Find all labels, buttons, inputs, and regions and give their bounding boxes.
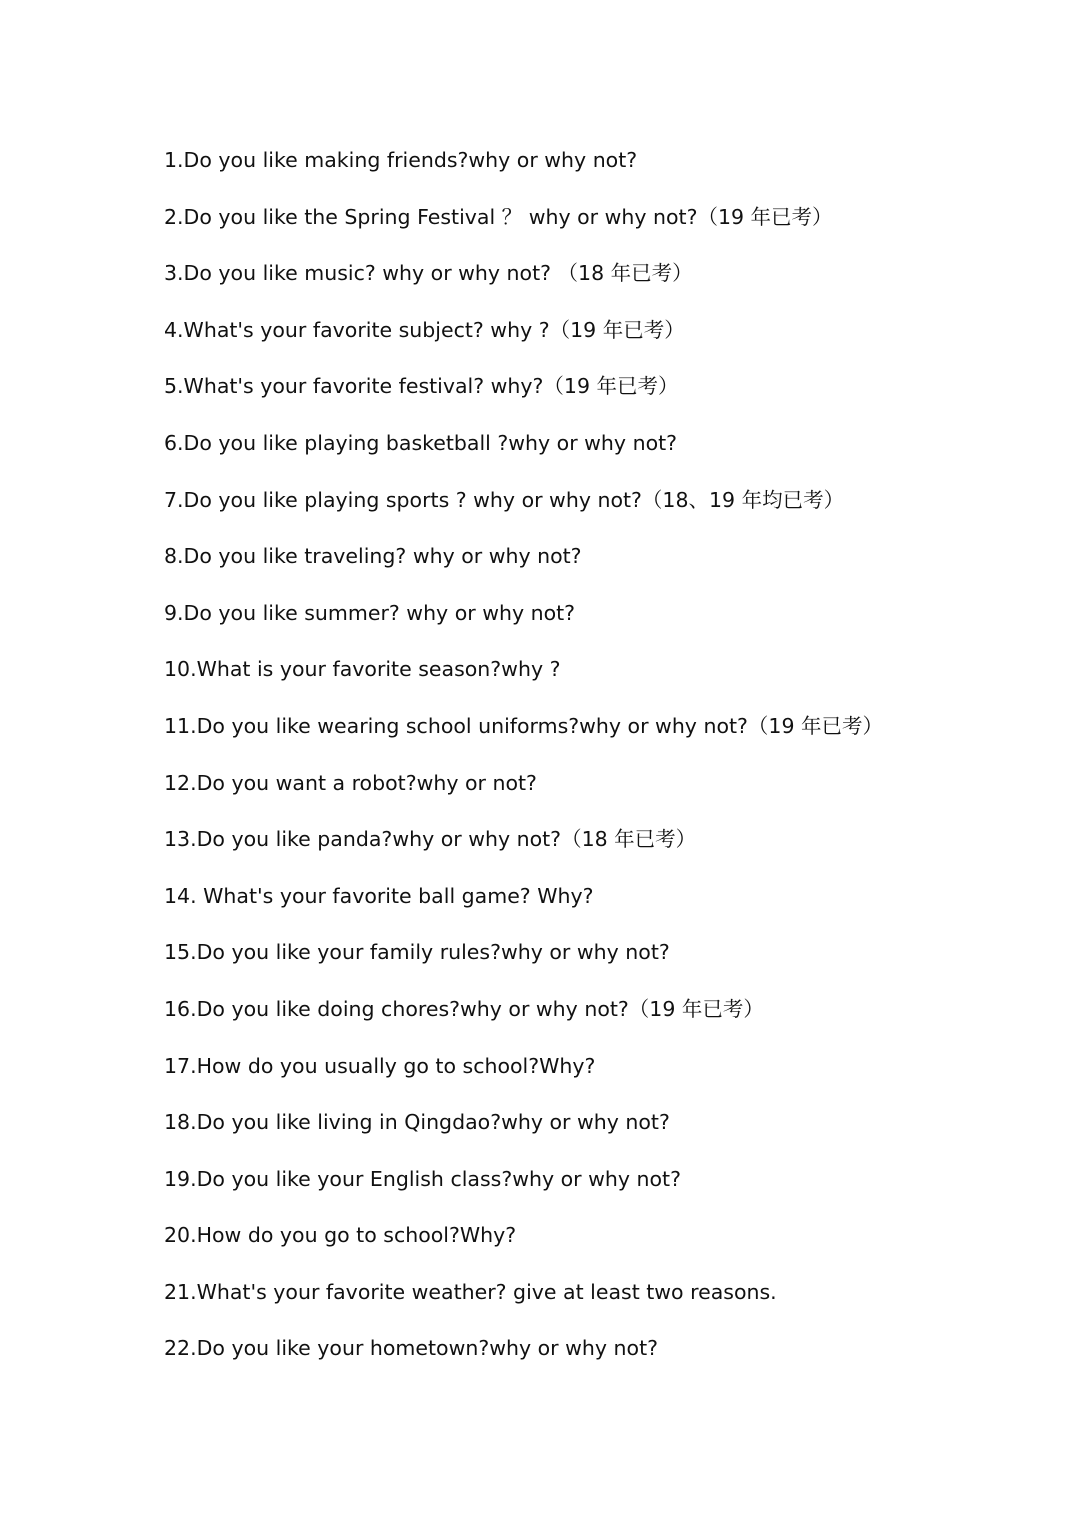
question-item: 11.Do you like wearing school uniforms?why or why not?（19 年已考） — [164, 713, 884, 738]
question-item: 3.Do you like music? why or why not? （18 年已考） — [164, 261, 693, 286]
question-item: 12.Do you want a robot?why or not? — [164, 770, 537, 795]
question-item: 1.Do you like making friends?why or why not? — [164, 148, 638, 172]
question-list — [164, 142, 1044, 1387]
question-item: 5.What's your favorite festival? why?（19 年已考） — [164, 374, 679, 399]
question-item: 22.Do you like your hometown?why or why not? — [164, 1336, 658, 1361]
question-item: 4.What's your favorite subject? why ?（19 年已考） — [164, 317, 685, 342]
question-item: 8.Do you like traveling? why or why not? — [164, 544, 582, 569]
question-item: 9.Do you like summer? why or why not? — [164, 600, 576, 625]
question-item: 17.How do you usually go to school?Why? — [164, 1053, 596, 1078]
question-item: 16.Do you like doing chores?why or why not?（19 年已考） — [164, 996, 764, 1021]
question-item: 10.What is your favorite season?why ? — [164, 657, 561, 682]
question-item: 21.What's your favorite weather? give at least two reasons. — [164, 1279, 777, 1304]
question-item: 20.How do you go to school?Why? — [164, 1223, 517, 1248]
question-item: 18.Do you like living in Qingdao?why or why not? — [164, 1110, 670, 1135]
question-item: 7.Do you like playing sports ? why or why not?（18、19 年均已考） — [164, 487, 845, 512]
question-item: 2.Do you like the Spring Festival ？ why or why not?（19 年已考） — [164, 204, 833, 229]
question-item: 6.Do you like playing basketball ?why or why not? — [164, 430, 678, 455]
question-item: 14. What's your favorite ball game? Why? — [164, 883, 594, 908]
question-item: 19.Do you like your English class?why or why not? — [164, 1166, 681, 1191]
question-item: 13.Do you like panda?why or why not?（18 年已考） — [164, 827, 697, 852]
question-item: 15.Do you like your family rules?why or why not? — [164, 940, 670, 965]
